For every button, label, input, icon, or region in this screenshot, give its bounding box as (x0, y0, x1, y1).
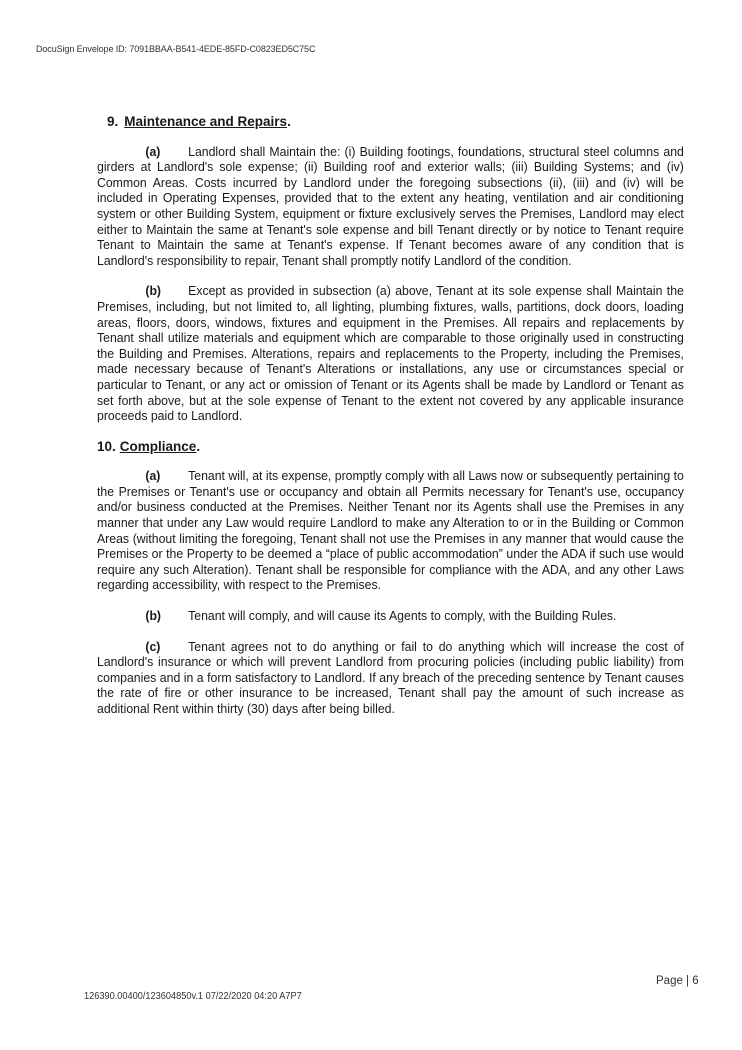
paragraph-text: Tenant will, at its expense, promptly comply with all Laws now or subsequently pertaining to the Premises or Tenant's use or occupancy and obtain all Permits necessary for Tenant's use, occupancy and/or business conducted at the Premises. Neither Tenant nor its Agents shall use the Premises in any manner that under any Law would require Landlord to make any Alteration to or in the Building or Common Areas (without limiting the foregoing, Tenant shall not use the Premises in any manner that would cause the Premises or the Property to be deemed a “place of public accommodation” under the ADA if such use would require any such Alteration). Tenant shall be responsible for compliance with the ADA, and any other Laws regarding accessibility, with respect to the Premises. (97, 468, 684, 593)
paragraph-label: (a) (145, 143, 161, 159)
paragraph-text: Tenant will comply, and will cause its Agents to comply, with the Building Rules. (188, 608, 617, 624)
paragraph-label: (a) (145, 468, 161, 484)
paragraph-9b (97, 283, 684, 423)
section-title: Maintenance and Repairs (124, 114, 288, 129)
paragraph-10b (97, 608, 684, 624)
docusign-envelope-id: DocuSign Envelope ID: 7091BBAA-B541-4EDE-85FD-C0823ED5C75C (36, 44, 316, 54)
section-heading-maintenance (107, 114, 684, 130)
paragraph-text: Landlord shall Maintain the: (i) Building footings, foundations, structural steel columns and girders at Landlord's sole expense; (ii) Building roof and exterior walls; (iii) Building Systems; and (iv) Common Areas. Costs incurred by Landlord under the foregoing subsections (ii), (iii) and (iv) will be included in Operating Expenses, provided that to the extent any heating, ventilation and air conditioning system or other Building System, equipment or fixture exclusively serves the Premises, Landlord may elect either to Maintain the same at Tenant's sole expense and bill Tenant directly or by notice to Tenant require Tenant to Maintain the same at Tenant's expense. If Tenant becomes aware of any condition that is Landlord's responsibility to repair, Tenant shall promptly notify Landlord of the condition. (97, 143, 684, 268)
section-heading-compliance (97, 439, 684, 455)
paragraph-10c (97, 639, 684, 717)
paragraph-text: Tenant agrees not to do anything or fail to do anything which will increase the cost of Landlord's insurance or which will prevent Landlord from procuring policies (including public liability) from companies and in a form satisfactory to Landlord. If any breach of the preceding sentence by Tenant causes the rate of fire or other insurance to be increased, Tenant shall pay the amount of such increase as additional Rent within thirty (30) days after being billed. (97, 638, 684, 716)
paragraph-label: (b) (145, 283, 162, 299)
section-title-suffix: . (196, 438, 201, 454)
paragraph-text: Except as provided in subsection (a) above, Tenant at its sole expense shall Maintain the Premises, including, but not limited to, all lighting, plumbing fixtures, walls, partitions, dock doors, loading areas, floors, doors, windows, fixtures and equipment in the Premises. All repairs and replacements by Tenant shall utilize materials and equipment which are comparable to those originally used in constructing the Building and Premises. Alterations, repairs and replacements to the Property, including the Premises, made necessary because of Tenant's Alterations or installations, any use or circumstances special or particular to Tenant, or any act or omission of Tenant or its Agents shall be made by Landlord or Tenant as set forth above, but at the sole expense of Tenant to the extent not covered by any applicable insurance proceeds paid to Landlord. (97, 283, 684, 424)
paragraph-10a (97, 468, 684, 593)
paragraph-9a (97, 144, 684, 269)
section-number: 9. (107, 114, 119, 129)
paragraph-label: (b) (145, 608, 162, 624)
document-id-footer: 126390.00400/123604850v.1 07/22/2020 04:20 A7P7 (84, 991, 302, 1002)
section-title: Compliance (119, 438, 197, 454)
page-number: Page | 6 (656, 975, 699, 987)
document-body (97, 114, 684, 732)
paragraph-label: (c) (145, 638, 161, 654)
section-title-suffix: . (287, 114, 291, 129)
section-number: 10. (97, 438, 116, 454)
